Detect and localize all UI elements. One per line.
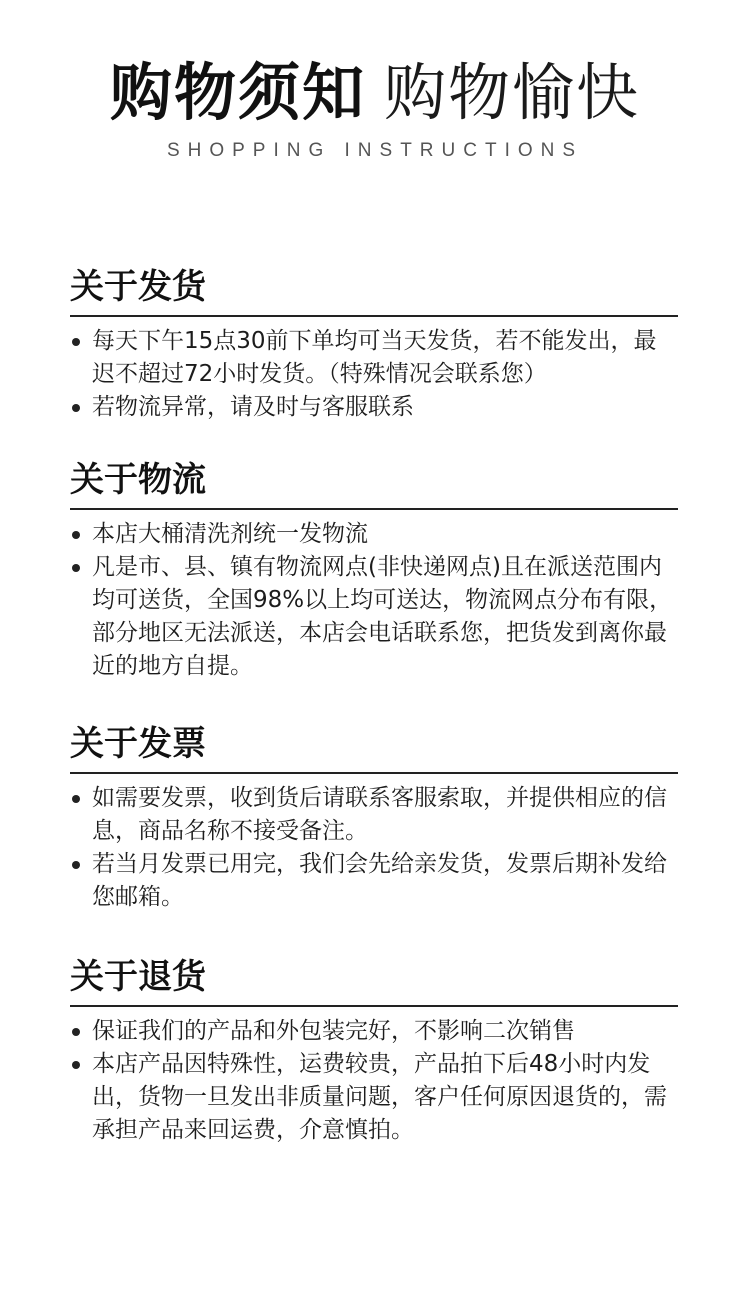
list-item bbox=[70, 1015, 678, 1048]
page-title bbox=[0, 58, 750, 128]
item-text: 凡是市、县、镇有物流网点(非快递网点)且在派送范围内均可送货，全国98%以上均可送达，物流网点分布有限，部分地区无法派送，本店会电话联系您，把货发到离你最近的地方自提。 bbox=[92, 554, 673, 679]
item-text: 保证我们的产品和外包装完好，不影响二次销售 bbox=[92, 1018, 575, 1044]
bullet-dot-icon bbox=[72, 1061, 80, 1069]
section-return bbox=[70, 955, 678, 1147]
list-item bbox=[70, 1048, 678, 1147]
list-item bbox=[70, 782, 678, 848]
page-header bbox=[0, 58, 750, 162]
list-item bbox=[70, 551, 678, 683]
list-item bbox=[70, 848, 678, 914]
item-text: 若当月发票已用完，我们会先给亲发货，发票后期补发给您邮箱。 bbox=[92, 851, 667, 910]
section-title: 关于退货 bbox=[70, 955, 678, 1007]
section-title: 关于物流 bbox=[70, 458, 678, 510]
item-list bbox=[70, 782, 678, 914]
section-title: 关于发货 bbox=[70, 265, 678, 317]
item-text: 每天下午15点30前下单均可当天发货，若不能发出，最迟不超过72小时发货。（特殊情况会联系您） bbox=[92, 328, 657, 387]
section-title: 关于发票 bbox=[70, 722, 678, 774]
item-text: 如需要发票，收到货后请联系客服索取，并提供相应的信息，商品名称不接受备注。 bbox=[92, 785, 667, 844]
item-text: 若物流异常，请及时与客服联系 bbox=[92, 394, 414, 420]
bullet-dot-icon bbox=[72, 338, 80, 346]
bullet-dot-icon bbox=[72, 531, 80, 539]
bullet-dot-icon bbox=[72, 564, 80, 572]
title-light-text: 购物愉快 bbox=[384, 56, 641, 129]
item-list bbox=[70, 518, 678, 683]
section-shipping bbox=[70, 265, 678, 424]
item-text: 本店产品因特殊性，运费较贵，产品拍下后48小时内发出，货物一旦发出非质量问题，客户任何原因退货的，需承担产品来回运费，介意慎拍。 bbox=[92, 1051, 667, 1143]
list-item bbox=[70, 325, 678, 391]
page-subtitle: SHOPPING INSTRUCTIONS bbox=[166, 140, 584, 161]
item-list bbox=[70, 1015, 678, 1147]
list-item bbox=[70, 391, 678, 424]
bullet-dot-icon bbox=[72, 795, 80, 803]
section-logistics bbox=[70, 458, 678, 683]
section-invoice bbox=[70, 722, 678, 914]
bullet-dot-icon bbox=[72, 1028, 80, 1036]
bullet-dot-icon bbox=[72, 404, 80, 412]
item-text: 本店大桶清洗剂统一发物流 bbox=[92, 521, 368, 547]
bullet-dot-icon bbox=[72, 861, 80, 869]
title-bold-text: 购物须知 bbox=[109, 56, 366, 129]
item-list bbox=[70, 325, 678, 424]
list-item bbox=[70, 518, 678, 551]
